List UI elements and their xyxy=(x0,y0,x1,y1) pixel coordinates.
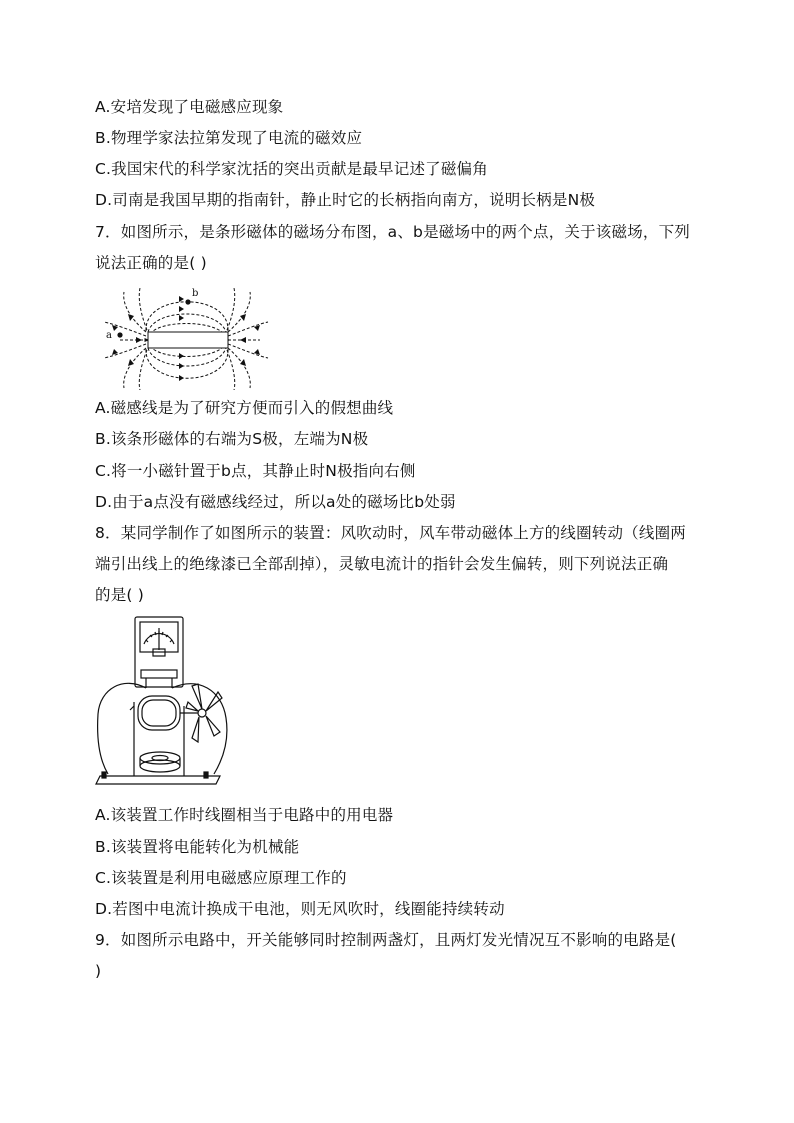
q7-stem-line1: 7．如图所示，是条形磁体的磁场分布图，a、b是磁场中的两个点，关于该磁场，下列 xyxy=(95,223,691,241)
q8-option-a: A.该装置工作时线圈相当于电路中的用电器 xyxy=(95,806,394,824)
q7-option-c: C.将一小磁针置于b点，其静止时N极指向右侧 xyxy=(95,462,416,480)
q8-option-c: C.该装置是利用电磁感应原理工作的 xyxy=(95,869,347,887)
q8-option-b: B.该装置将电能转化为机械能 xyxy=(95,838,300,856)
label-b: b xyxy=(192,288,199,299)
q8-stem-line2: 端引出线上的绝缘漆已全部刮掉），灵敏电流计的指针会发生偏转，则下列说法正确 xyxy=(95,555,669,573)
label-a: a xyxy=(106,330,112,341)
q6-option-c: C.我国宋代的科学家沈括的突出贡献是最早记述了磁偏角 xyxy=(95,160,488,178)
q9-stem-line1: 9．如图所示电路中，开关能够同时控制两盏灯，且两灯发光情况互不影响的电路是( xyxy=(95,931,677,949)
q7-option-b: B.该条形磁体的右端为S极，左端为N极 xyxy=(95,430,369,448)
q6-option-d: D.司南是我国早期的指南针，静止时它的长柄指向南方，说明长柄是N极 xyxy=(95,191,596,209)
q8-option-d: D.若图中电流计换成干电池，则无风吹时，线圈能持续转动 xyxy=(95,900,505,918)
q8-stem-line3: 的是( ) xyxy=(95,586,145,604)
q6-option-b: B.物理学家法拉第发现了电流的磁效应 xyxy=(95,129,363,147)
q9-stem-line2: ) xyxy=(95,962,102,980)
q7-stem-line2: 说法正确的是( ) xyxy=(95,254,207,272)
q8-stem-line1: 8．某同学制作了如图所示的装置：风吹动时，风车带动磁体上方的线圈转动（线圈两 xyxy=(95,524,686,542)
q7-option-d: D.由于a点没有磁感线经过，所以a处的磁场比b处弱 xyxy=(95,493,456,511)
q7-option-a: A.磁感线是为了研究方便而引入的假想曲线 xyxy=(95,399,394,417)
wind-generator-figure xyxy=(94,614,234,790)
q6-option-a: A.安培发现了电磁感应现象 xyxy=(95,98,284,116)
bar-magnet-field-figure xyxy=(100,284,270,390)
